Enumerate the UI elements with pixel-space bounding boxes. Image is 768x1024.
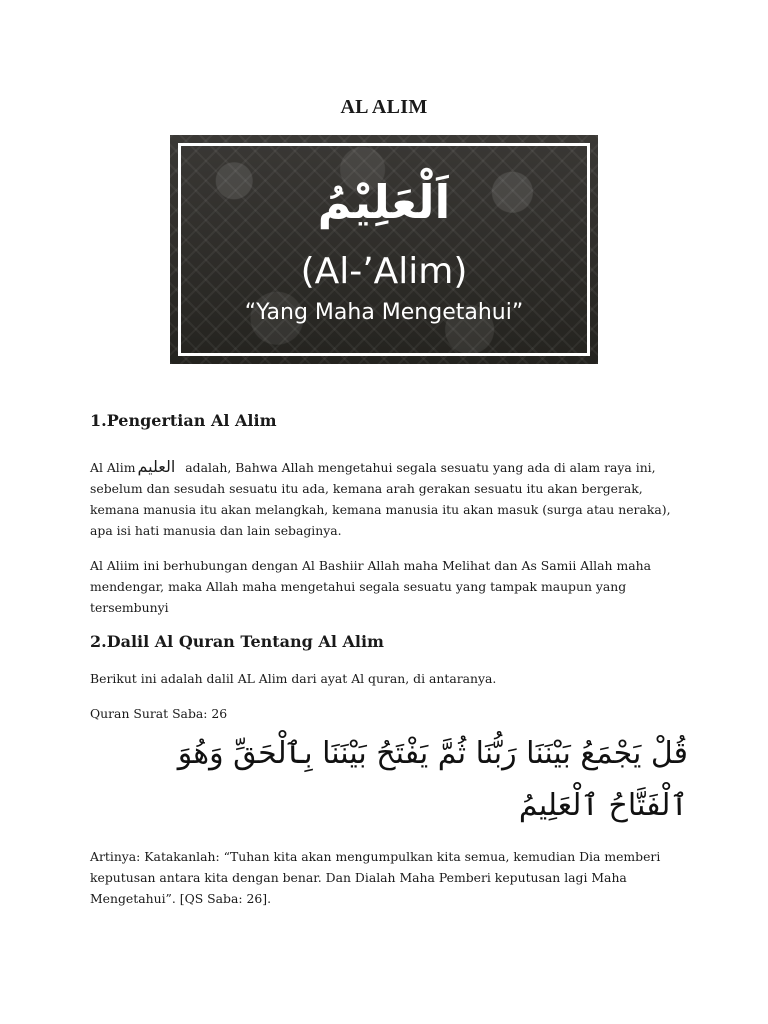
quran-ayat: قُلْ يَجْمَعُ بَيْنَنَا رَبُّنَا ثُمَّ يَفْتَحُ بَيْنَنَا بِٱلْحَقِّ وَهُوَ ٱلْفَتَّاحُ ٱلْعَلِيمُ	[177, 736, 688, 823]
banner-arabic-text: اَلْعَلِيْمُ	[317, 175, 451, 229]
quran-source: Quran Surat Saba: 26	[90, 706, 228, 721]
p1-lead: Al Alim	[90, 460, 136, 475]
banner-latin-text: (Al-’Alim)	[300, 251, 468, 292]
banner-meaning-text: “Yang Maha Mengetahui”	[244, 300, 524, 325]
ayat-translation: Artinya: Katakanlah: “Tuhan kita akan mengumpulkan kita semua, kemudian Dia memberi keputusan antara kita dengan benar. Dan Dialah Maha Pemberi keputusan lagi Maha Mengetahui”. [QS Saba: 26].	[90, 849, 661, 906]
section1-paragraph2: Al Aliim ini berhubungan dengan Al Bashiir Allah maha Melihat dan As Samii Allah maha mendengar, maka Allah maha mengetahui segala sesuatu yang tampak maupun yang tersembunyi	[90, 558, 651, 615]
page-title: AL ALIM	[340, 96, 428, 118]
p1-arabic-term: العليم	[137, 457, 176, 476]
banner-image	[170, 135, 598, 364]
p1-rest: adalah, Bahwa Allah mengetahui segala sesuatu yang ada di alam raya ini, sebelum dan sesudah sesuatu itu ada, kemana arah gerakan sesuatu itu akan bergerak, kemana manusia itu akan melangkah, kemana manusia itu akan masuk (surga atau neraka), apa isi hati manusia dan lain sebaginya.	[90, 460, 671, 538]
section1-heading: 1.Pengertian Al Alim	[90, 411, 277, 430]
section1-paragraph1	[90, 456, 690, 541]
section2-heading: 2.Dalil Al Quran Tentang Al Alim	[90, 632, 384, 651]
section2-intro: Berikut ini adalah dalil AL Alim dari ayat Al quran, di antaranya.	[90, 671, 497, 686]
